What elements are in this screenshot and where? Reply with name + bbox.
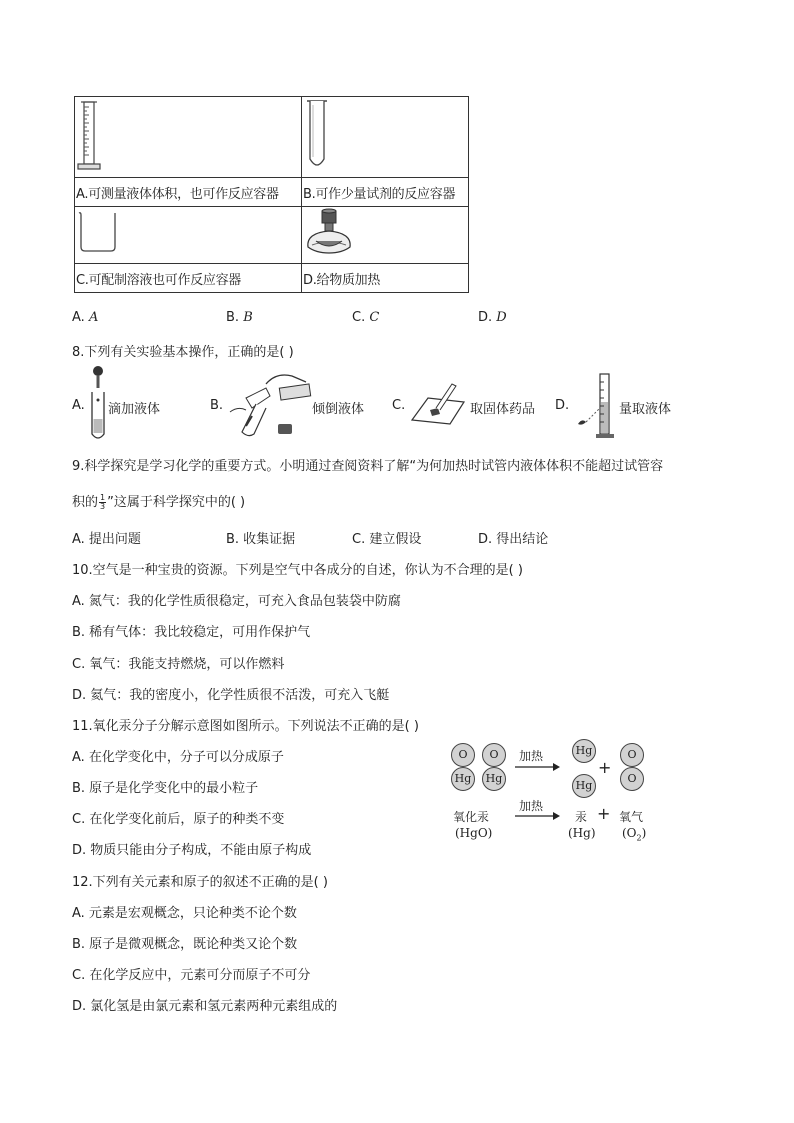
q7-option-d: D. D bbox=[478, 310, 507, 325]
test-tube-icon bbox=[302, 97, 332, 173]
q8-option-a-text: 滴加液体 bbox=[108, 402, 161, 417]
oxygen-atom: O bbox=[620, 767, 644, 791]
q11-option-c: C. 在化学变化前后，原子的种类不变 bbox=[72, 812, 285, 827]
q9-option-d: D. 得出结论 bbox=[478, 532, 549, 547]
q8-option-d-letter: D. bbox=[555, 398, 570, 413]
q12-option-b: B. 原子是微观概念，既论种类又论个数 bbox=[72, 937, 298, 952]
q10-option-d: D. 氦气：我的密度小，化学性质很不活泼，可充入飞艇 bbox=[72, 688, 390, 703]
q9-option-c: C. 建立假设 bbox=[352, 532, 422, 547]
q10-option-a: A. 氮气：我的化学性质很稳定，可充入食品包装袋中防腐 bbox=[72, 594, 401, 609]
oxygen-atom: O bbox=[451, 743, 475, 767]
reaction-arrow-2-icon bbox=[515, 811, 561, 821]
q7-option-c: C. C bbox=[352, 310, 380, 325]
heat-label: 加热 bbox=[519, 749, 544, 763]
heat-label-2: 加热 bbox=[519, 799, 544, 813]
q11-option-b: B. 原子是化学变化中的最小粒子 bbox=[72, 781, 259, 796]
reactant-formula: (HgO) bbox=[455, 826, 493, 840]
q7-option-b: B. B bbox=[226, 310, 253, 325]
q9-option-b: B. 收集证据 bbox=[226, 532, 296, 547]
cell-graduated-cylinder bbox=[75, 97, 302, 178]
q11-option-d: D. 物质只能由分子构成，不能由原子构成 bbox=[72, 843, 312, 858]
q9-option-a: A. 提出问题 bbox=[72, 532, 141, 547]
mercury-atom: Hg bbox=[451, 767, 475, 791]
cell-c-label: C.可配制溶液也可作反应容器 bbox=[75, 264, 302, 293]
q11-option-a: A. 在化学变化中，分子可以分成原子 bbox=[72, 750, 284, 765]
q12-option-a: A. 元素是宏观概念，只论种类不论个数 bbox=[72, 906, 297, 921]
q8-option-d-text: 量取液体 bbox=[619, 402, 672, 417]
mercury-atom: Hg bbox=[482, 767, 506, 791]
fraction-one-third: $\frac{1}{3}$ bbox=[100, 493, 106, 511]
product1-name: 汞 bbox=[575, 810, 588, 824]
q12-option-d: D. 氯化氢是由氯元素和氢元素两种元素组成的 bbox=[72, 999, 338, 1014]
plus-sign-2: + bbox=[597, 804, 611, 823]
mercury-atom: Hg bbox=[572, 739, 596, 763]
product1-formula: (Hg) bbox=[568, 826, 596, 840]
pouring-liquid-icon bbox=[226, 368, 312, 440]
oxygen-atom: O bbox=[620, 743, 644, 767]
mercury-atom: Hg bbox=[572, 774, 596, 798]
q10-stem: 10.空气是一种宝贵的资源。下列是空气中各成分的自述，你认为不合理的是( ) bbox=[72, 563, 523, 578]
q9-stem-line1: 9.科学探究是学习化学的重要方式。小明通过查阅资料了解“为何加热时试管内液体体积不能超过试管容 bbox=[72, 459, 664, 474]
product2-formula: $(O_2)$ bbox=[622, 826, 647, 843]
q8-option-b-text: 倾倒液体 bbox=[312, 402, 365, 417]
q8-option-b-letter: B. bbox=[210, 398, 224, 413]
reactant-name: 氧化汞 bbox=[453, 810, 490, 824]
apparatus-table bbox=[74, 96, 469, 293]
q7-option-a: A. A bbox=[72, 310, 99, 325]
beaker-icon bbox=[75, 207, 125, 257]
plus-sign: + bbox=[598, 758, 612, 777]
measuring-cylinder-icon bbox=[574, 372, 620, 440]
q10-option-b: B. 稀有气体：我比较稳定，可用作保护气 bbox=[72, 625, 311, 640]
taking-solid-icon bbox=[408, 378, 468, 428]
cell-d-label: D.给物质加热 bbox=[302, 264, 469, 293]
dropper-test-tube-icon bbox=[86, 364, 110, 444]
cell-alcohol-lamp bbox=[302, 207, 469, 264]
graduated-cylinder-icon bbox=[75, 97, 115, 173]
q8-option-c-text: 取固体药品 bbox=[470, 402, 536, 417]
q11-stem: 11.氧化汞分子分解示意图如图所示。下列说法不正确的是( ) bbox=[72, 719, 419, 734]
cell-beaker bbox=[75, 207, 302, 264]
product2-name: 氧气 bbox=[619, 810, 644, 824]
oxygen-atom: O bbox=[482, 743, 506, 767]
cell-b-label: B.可作少量试剂的反应容器 bbox=[302, 178, 469, 207]
q12-option-c: C. 在化学反应中，元素可分而原子不可分 bbox=[72, 968, 311, 983]
cell-a-label: A.可测量液体体积，也可作反应容器 bbox=[75, 178, 302, 207]
q8-option-a-letter: A. bbox=[72, 398, 85, 413]
cell-test-tube bbox=[302, 97, 469, 178]
alcohol-lamp-icon bbox=[302, 207, 362, 259]
q10-option-c: C. 氧气：我能支持燃烧，可以作燃料 bbox=[72, 657, 285, 672]
q9-stem-line2: 积的 $\frac{1}{3}$ ”这属于科学探究中的( ) bbox=[72, 493, 246, 511]
q12-stem: 12.下列有关元素和原子的叙述不正确的是( ) bbox=[72, 875, 328, 890]
q8-option-c-letter: C. bbox=[392, 398, 406, 413]
q8-stem: 8.下列有关实验基本操作，正确的是( ) bbox=[72, 345, 294, 360]
reaction-arrow-icon bbox=[515, 762, 561, 772]
